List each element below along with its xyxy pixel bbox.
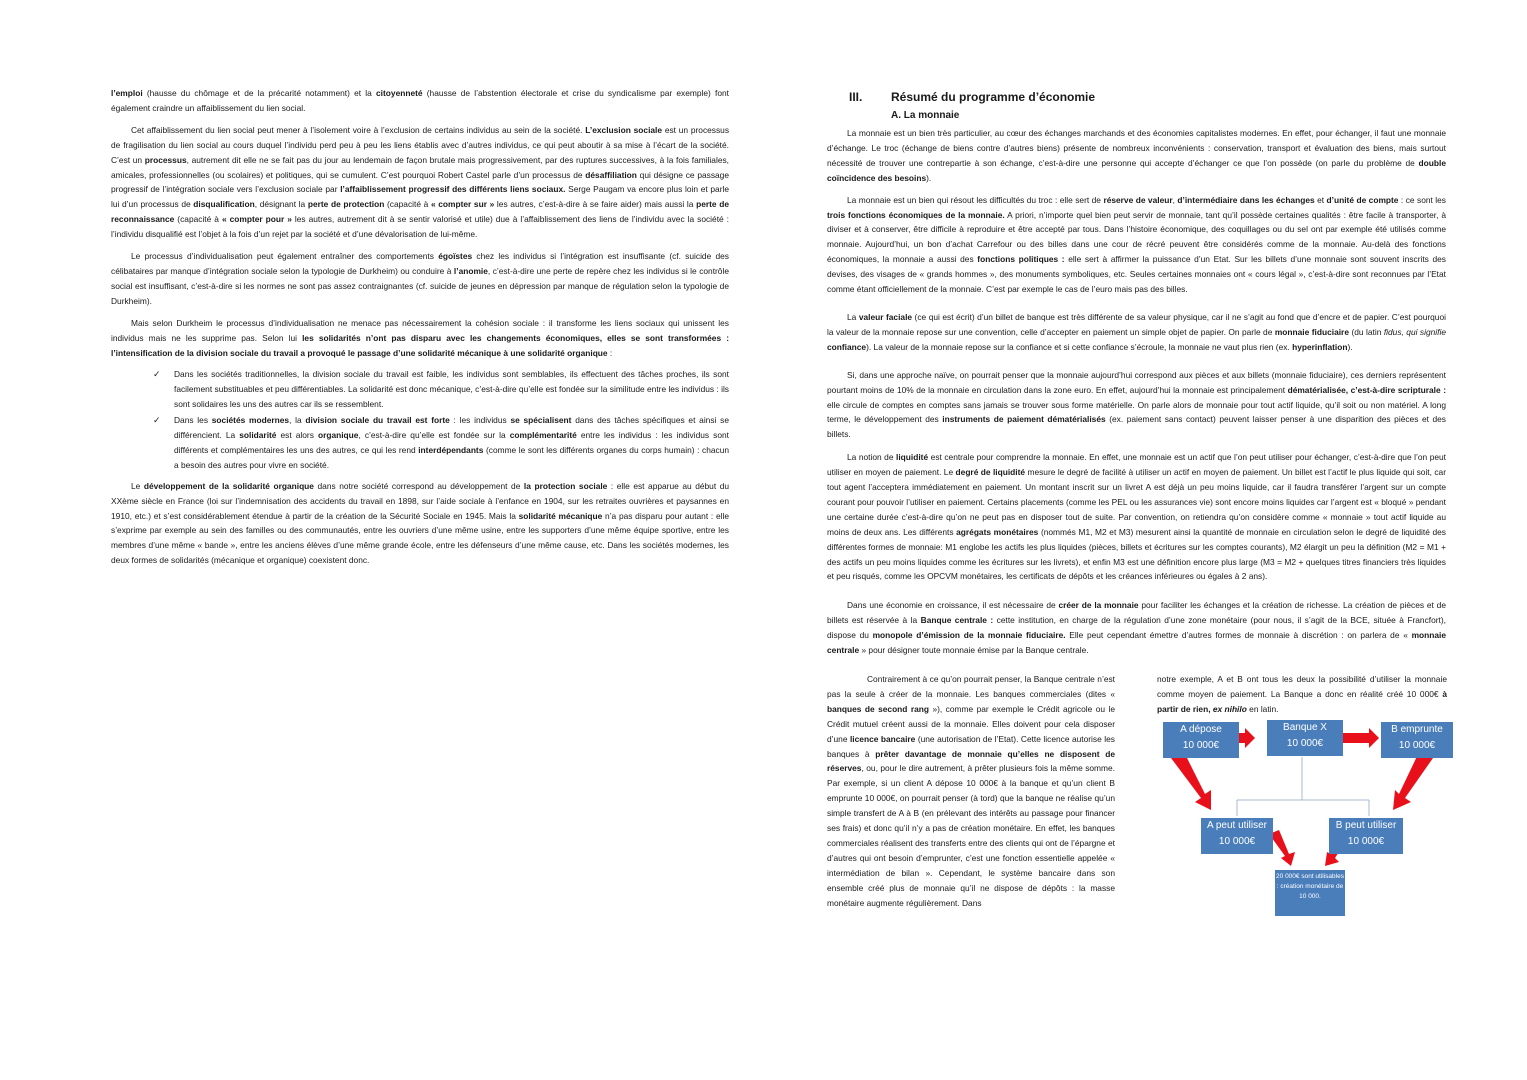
money-creation-section <box>827 672 1446 962</box>
arrow-bank-to-b <box>1341 728 1379 748</box>
right-page-column <box>827 88 1446 962</box>
paragraph-dematerialised: Si, dans une approche naïve, on pourrait penser que la monnaie aujourd’hui correspond aux pièces et aux billets (monnaie fiduciaire), ces derniers représentent pourtant moins de 10% de la monnaie en circulation dans la zone euro. En effet, aujourd’hui la monnaie est principalement dématérialisée, c’est-à-dire scripturale : elle circule de comptes en comptes sans jamais se trouver sous forme matérielle. On parle alors de monnaie pour tout actif liquide, qu’il soit ou non matériel. A long terme, le développement des instruments de paiement dématérialisés (ex. paiement sans contact) peuvent laisser penser à une disparition des pièces et des billets. <box>827 369 1446 440</box>
paragraph-durkheim: Mais selon Durkheim le processus d’individualisation ne menace pas nécessairement la cohésion sociale : il transforme les liens sociaux qui unissent les individus mais ne les supprime pas. Selon lui les solidarités n’ont pas disparu avec les changements économiques, elles se sont transformées : l’intensification de la division sociale du travail a provoqué le passage d’une solidarité mécanique à une solidarité organique : <box>111 317 729 358</box>
box-a-deposits: A dépose 10 000€ <box>1163 722 1239 758</box>
box-money-creation-total: 20 000€ sont utilisables : création monétaire de 10 000. <box>1275 870 1345 916</box>
arrow-a-to-ause <box>1171 750 1211 810</box>
paragraph-individualisation: Le processus d’individualisation peut également entraîner des comportements égoïstes chez les individus si l’intégration est insuffisante (cf. suicide des célibataires par manque d’intégration sociale selon la typologie de Durkheim) ou conduire à l’anomie, c’est-à-dire une perte de repère chez les individus si le contrôle social est insuffisant, c’est-à-dire si les normes ne sont pas assez contraignantes (cf. suicide de jeunes en dépression par manque de régulation selon la typologie de Durkheim). <box>111 251 729 306</box>
paragraph-barter: La monnaie est un bien très particulier, au cœur des échanges marchands et des économies capitalistes modernes. En effet, pour échanger, il faut une monnaie d’échange. Le troc (échange de biens contre d’autres biens) présente de nombreux inconvénients : conservation, transport et évaluation des biens, mais surtout nécessité de trouver une contrepartie à son échange, c’est-à-dire une personne qui accepte d’échanger ce que l’on possède (on parle du problème de double coïncidence des besoins). <box>827 128 1446 183</box>
box-b-borrows: B emprunte 10 000€ <box>1381 722 1453 758</box>
section-heading: III. Résumé du programme d’économie <box>849 90 1096 104</box>
solidarity-checklist <box>153 367 729 472</box>
money-creation-diagram-area <box>1157 672 1447 900</box>
paragraph-organic-solidarity: Le développement de la solidarité organique dans notre société correspond au développement de la protection sociale : elle est apparue au début du XXème siècle en France (loi sur l’indemnisation des accidents du travail en 1898, sur l’aide sociale à l’enfance en 1904, sur les retraites ouvrières et paysannes en 1910, etc.) et s’est considérablement étendue à partir de la création de la Sécurité Sociale en 1945. Mais la solidarité mécanique n’a pas disparu pour autant : elle s’exprime par exemple au sein des familles ou des communautés, entre les ouvriers d’une même usine, entre les supporters d’une même équipe sportive, entre les membres d’une même « bande », entre les anciens élèves d’une même grande école, entre les défenseurs d’une même cause, etc. Dans les sociétés modernes, les deux formes de solidarités (mécanique et organique) coexistent donc. <box>111 480 730 566</box>
left-page-column <box>111 86 729 575</box>
paragraph-social-exclusion: Cet affaiblissement du lien social peut mener à l’isolement voire à l’exclusion de certains individus au sein de la société. L’exclusion sociale est un processus de fragilisation du lien social au cours duquel l’individu perd peu à peu les liens établis avec d’autres individus, ce qui peut aboutir à sa mise à l’écart de la société. C’est un processus, autrement dit elle ne se fait pas du jour au lendemain de façon brutale mais progressivement, par des ruptures successives, à la fois familiales, amicales, professionnelles (ou scolaires) et politiques, qui se cumulent. C’est pourquoi Robert Castel parle d’un processus de désaffiliation qui désigne ce passage progressif de l’intégration sociale vers l’exclusion sociale par l’affaiblissement progressif des différents liens sociaux. Serge Paugam va encore plus loin et parle lui d’un processus de disqualification, désignant la perte de protection (capacité à « compter sur » les autres, c’est-à-dire à se faire aider) mais aussi la perte de reconnaissance (capacité à « compter pour » les autres, autrement dit à se sentir valorisé et utile) due à l’affaiblissement des liens de l’individu avec la société : l’individu disqualifié est l’objet à la fois d’un rejet par la société et d’une dévalorisation de lui-même. <box>111 124 730 240</box>
paragraph-commercial-banks: Contrairement à ce qu’on pourrait penser, la Banque centrale n’est pas la seule à créer de la monnaie. Les banques commerciales (dites « banques de second rang »), comme par exemple le Crédit agricole ou le Crédit mutuel créent aussi de la monnaie. Elles doivent pour cela disposer d’une licence bancaire (une autorisation de l’Etat). Cette licence autorise les banques à prêter davantage de monnaie qu’elles ne disposent de réserves, ou, pour le dire autrement, à prêter plusieurs fois la même somme. Par exemple, si un client A dépose 10 000€ à la banque et qu’un client B emprunte 10 000€, on pourrait penser (à tord) que la banque ne réalise qu’un simple transfert de A à B (en prélevant des intérêts au passage pour financer ses frais) et donc qu’il n’y a pas de création monétaire. En effet, les banques commerciales réalisent des transferts entre des clients qui ont de l’épargne et d’autres qui ont besoin d’emprunter, c’est une fonction essentielle appelée « intermédiation de bilan ». Cependant, le système bancaire dans son ensemble créé plus de monnaie qu’il ne dispose de dépôts : la masse monétaire augmente régulièrement. Dans <box>827 674 1115 908</box>
paragraph-central-bank: Dans une économie en croissance, il est nécessaire de créer de la monnaie pour faciliter les échanges et la création de richesse. La création de pièces et de billets est réservée à la Banque centrale : cette institution, en charge de la régulation d’une zone monétaire (pour nous, il s’agit de la BCE, située à Francfort), dispose du monopole d’émission de la monnaie fiduciaire. Elle peut cependant émettre d’autres formes de monnaie à discrétion : on parlera de « monnaie centrale » pour désigner toute monnaie émise par la Banque centrale. <box>827 600 1446 656</box>
checkmark-icon: ✓ <box>153 415 161 426</box>
checkmark-icon: ✓ <box>153 369 161 380</box>
checklist-item-traditional: ✓ Dans les sociétés traditionnelles, la division sociale du travail est faible, les individus sont semblables, ils effectuent des tâches proches, ils sont facilement substituables et peu différentiables. La solidarité est donc mécanique, c’est-à-dire qu’elle est fondée sur la similitude entre les individus : ils sont solidaires les uns des autres car ils se ressemblent. <box>153 369 729 410</box>
box-bank-x: Banque X 10 000€ <box>1267 720 1343 756</box>
box-b-can-use: B peut utiliser 10 000€ <box>1329 818 1403 854</box>
paragraph-ex-nihilo: notre exemple, A et B ont tous les deux la possibilité d’utiliser la monnaie comme moyen de paiement. La Banque a donc en réalité créé 10 000€ à partir de rien, ex nihilo en latin. <box>1157 674 1447 714</box>
subsection-heading: A. La monnaie <box>891 110 960 121</box>
paragraph-liquidity: La notion de liquidité est centrale pour comprendre la monnaie. En effet, une monnaie est un actif que l’on peut utiliser pour échanger, c’est-à-dire que l’on peut utiliser en moyen de paiement. Le degré de liquidité mesure le degré de facilité à utiliser un actif en moyen de paiement. Un billet est l’actif le plus liquide qui soit, car tout agent l’acceptera immédiatement en paiement. Un montant inscrit sur un livret A est déjà un peu moins liquide, car il faudra transférer l’argent sur un compte courant pour pouvoir l’utiliser en paiement. Certains placements (comme les PEL ou les assurances vie) sont encore moins liquides car l’argent est « bloqué » pendant une certaine durée c’est-à-dire qu’on ne peut pas en disposer tout de suite. Par convention, on retiendra qu’on considère comme « monnaie » tout actif liquide au moins de deux ans. Les différents agrégats monétaires (nommés M1, M2 et M3) mesurent ainsi la quantité de monnaie en circulation selon le degré de liquidité des différentes formes de monnaie: M1 englobe les actifs les plus liquides (pièces, billets et écritures sur les comptes courants), M2 élargit un peu la définition (M2 = M1 + des actifs un peu moins liquides comme les écritures sur les livrets), et enfin M3 est une définition encore plus large (M3 = M2 + quelques titres financiers très liquides et peu risqués, comme les OPCVM monétaires, les certificats de dépôts et les créances inférieures ou égales à 2 ans). <box>827 452 1447 582</box>
paragraph-social-bond-weakening: l’emploi (hausse du chômage et de la précarité notamment) et la citoyenneté (hausse de l’abstention électorale et crise du syndicalisme par exemple) font également craindre un affaiblissement du lien social. <box>111 88 729 113</box>
paragraph-face-value: La valeur faciale (ce qui est écrit) d’un billet de banque est très différente de sa valeur physique, car il ne s’agit au fond que d’encre et de papier. C’est pourquoi la valeur de la monnaie repose sur une convention, celle d’accepter en paiement un simple objet de papier. On parle de monnaie fiduciaire (du latin fidus, qui signifie confiance). La valeur de la monnaie repose sur la confiance et si cette confiance s’écroule, la monnaie ne vaut plus rien (ex. hyperinflation). <box>827 311 1447 352</box>
checklist-item-modern: ✓ Dans les sociétés modernes, la division sociale du travail est forte : les individus se spécialisent dans des tâches spécifiques et ainsi se différencient. La solidarité est alors organique, c’est-à-dire qu’elle est fondée sur la complémentarité entre les individus : les individus sont différents et complémentaires les uns des autres, ce qui les rend interdépendants (comme le sont les différents organes du corps humain) : chacun a besoin des autres pour vivre en société. <box>153 415 730 470</box>
paragraph-money-functions: La monnaie est un bien qui résout les difficultés du troc : elle sert de réserve de valeur, d’intermédiaire dans les échanges et d’unité de compte : ce sont les trois fonctions économiques de la monnaie. A priori, n’importe quel bien peut servir de monnaie, tant qu’il possède certaines qualités : être facile à transporter, à diviser et à conserver, être difficile à reproduire et être accepté par tous. Dans l’histoire économique, des coquillages ou du sel ont par exemple été utilisés comme monnaie. Aujourd’hui, un bon d’achat Carrefour ou des billes dans une cour de récré peuvent être considérés comme de la monnaie. Au-delà des fonctions économiques, la monnaie a aussi des fonctions politiques : elle sert à affirmer la puissance d’un Etat. Sur les billets d’une monnaie sont souvent inscrits des devises, des visages de « grands hommes », des monuments symboliques, etc. Seules certaines monnaies ont « cours légal », c’est-à-dire sont reconnues par l’Etat comme étant officiellement de la monnaie. C’est par exemple le cas de l’euro mais pas des billes. <box>827 194 1446 295</box>
box-a-can-use: A peut utiliser 10 000€ <box>1201 818 1273 854</box>
